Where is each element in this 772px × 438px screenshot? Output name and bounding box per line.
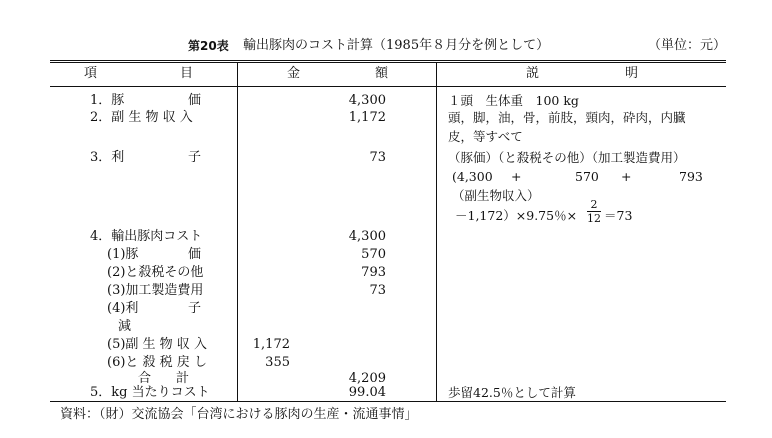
row4-3-amount: 73	[369, 283, 386, 298]
row1-label-a: 1．豚	[90, 93, 125, 108]
row3-desc-2d: +	[621, 169, 632, 184]
fraction	[587, 199, 601, 224]
row5-amount: 99.04	[348, 385, 386, 400]
total-label-b: 計	[176, 371, 190, 386]
row1-amount: 4,300	[348, 93, 386, 108]
row4-label: 4．輸出豚肉コスト	[90, 229, 203, 244]
row1-label-b: 価	[188, 93, 202, 108]
table-number: 第20表	[188, 39, 229, 53]
row5-desc: 歩留42.5％として計算	[448, 385, 576, 400]
row3-desc-2e: 793	[679, 169, 703, 184]
total-label-a: 合	[138, 371, 152, 386]
row3-amount: 73	[369, 150, 386, 165]
row3-desc-2c: 570	[575, 169, 599, 184]
row2-desc-2: 皮，等すべて	[448, 129, 523, 144]
fraction-numerator: 2	[590, 198, 598, 211]
row2-desc-1: 頭，脚，油，骨，前肢，頸肉，砕肉，内臓	[448, 110, 686, 125]
table-top-rule	[50, 60, 726, 61]
column-divider-2	[436, 62, 437, 402]
header-amount-a: 金	[287, 66, 301, 81]
total-amount: 4,209	[348, 371, 386, 386]
header-item-a: 項	[84, 66, 98, 81]
row4-5-amount: 1,172	[252, 337, 290, 352]
row4-2-amount: 793	[361, 265, 386, 280]
row1-desc: １頭 生体重 100 kg	[448, 93, 579, 108]
header-item-b: 目	[180, 66, 194, 81]
row3-desc-4b: ＝73	[604, 208, 633, 223]
header-desc-b: 明	[625, 66, 639, 81]
row4-amount: 4,300	[348, 229, 386, 244]
row2-amount: 1,172	[348, 110, 386, 125]
row3-desc-2a: (4,300	[452, 169, 493, 184]
row3-desc-1: （豚価）（と殺税その他）（加工製造費用）	[448, 150, 686, 165]
table-title: 輸出豚肉のコスト計算（1985年８月分を例として）	[243, 38, 550, 53]
row2-label: 2．副 生 物 収 入	[90, 110, 193, 125]
row4-4b-label: 減	[118, 319, 132, 334]
header-desc-a: 説	[526, 66, 540, 81]
row4-1-label-a: (1)豚	[107, 247, 139, 262]
column-divider-1	[237, 62, 238, 402]
source-note: 資料：（財）交流協会「台湾における豚肉の生産・流通事情」	[60, 407, 418, 422]
header-amount-b: 額	[375, 66, 389, 81]
table-unit: （単位：元）	[648, 38, 727, 53]
row4-1-label-b: 価	[188, 247, 202, 262]
row4-1-amount: 570	[361, 247, 386, 262]
fraction-denominator: 12	[587, 212, 601, 225]
row4-5-label: (5)副 生 物 収 入	[107, 337, 207, 352]
header-bottom-rule	[50, 86, 726, 87]
row4-4-label-b: 子	[188, 301, 202, 316]
row4-3-label: (3)加工製造費用	[107, 283, 204, 298]
row3-desc-2b: +	[511, 169, 522, 184]
row3-desc-3: （副生物収入）	[452, 188, 540, 203]
row3-label-a: 3．利	[90, 150, 125, 165]
table-top-rule-inner	[50, 62, 726, 63]
row3-desc-4a: －1,172）×9.75％×	[455, 208, 578, 223]
row4-2-label: (2)と殺税その他	[107, 265, 204, 280]
row4-6-amount: 355	[265, 355, 290, 370]
row5-label: 5．kg 当たりコスト	[90, 385, 210, 400]
row4-4-label-a: (4)利	[107, 301, 139, 316]
row4-6-label: (6)と 殺 税 戻 し	[107, 355, 207, 370]
row3-label-b: 子	[188, 150, 202, 165]
